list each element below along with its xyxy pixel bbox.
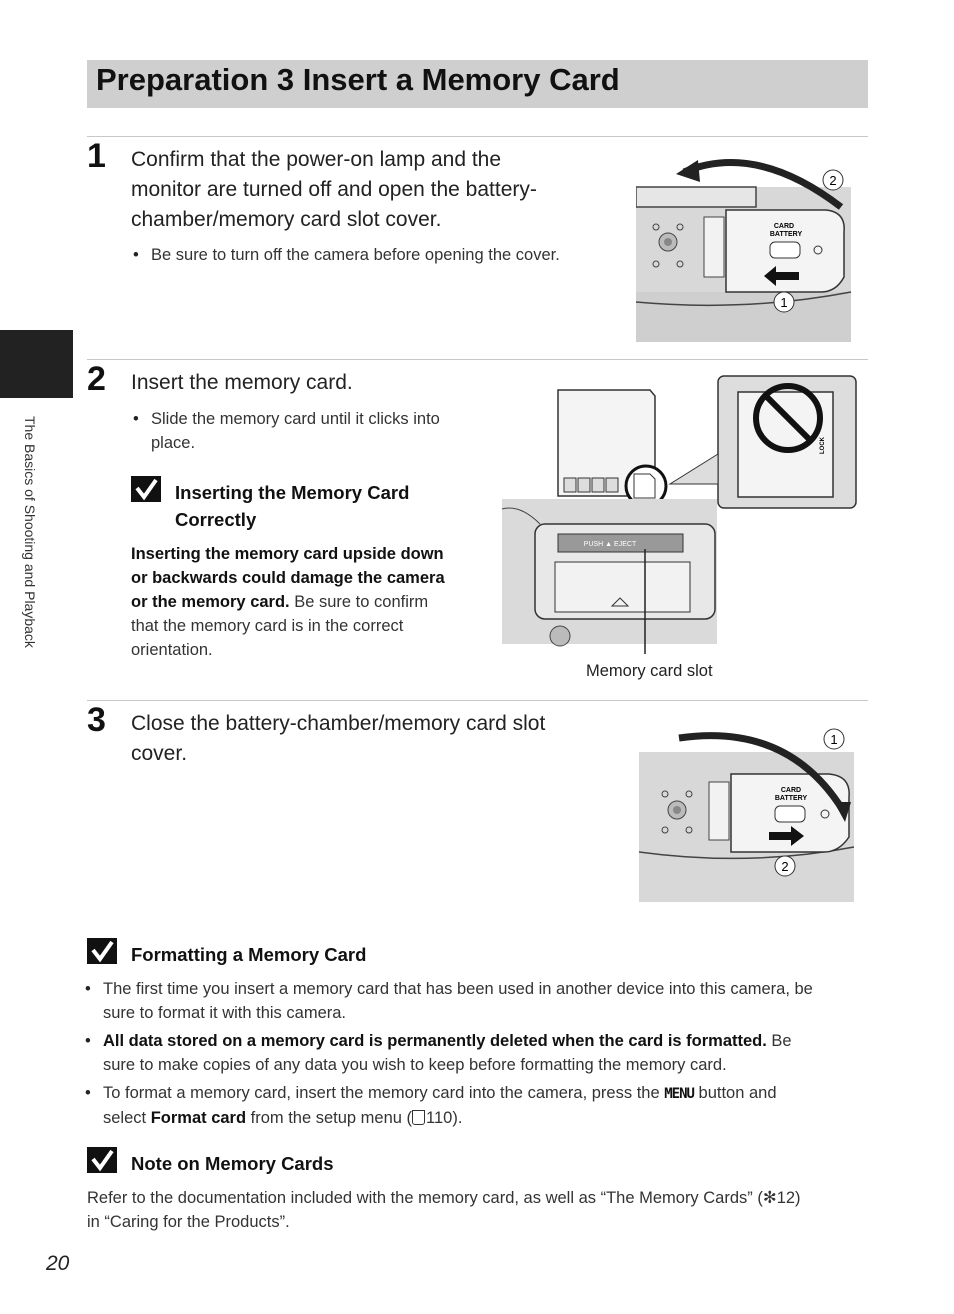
memory-card-slot-label: Memory card slot <box>586 662 713 680</box>
note-body-inserting: Inserting the memory card upside down or backwards could damage the camera or the memory card. Be sure to confirm that the memory card is in the correct orientation. <box>131 545 445 659</box>
card-label: CARD <box>773 223 795 230</box>
step-1-text: Confirm that the power-on lamp and the monitor are turned off and open the battery- chamber/memory card slot cover. <box>131 148 537 231</box>
camera-close-cover-figure <box>639 722 859 904</box>
page-title: Preparation 3 Insert a Memory Card <box>96 62 620 97</box>
chapter-label: The Basics of Shooting and Playback <box>22 416 38 648</box>
card-label: CARD <box>780 787 802 794</box>
note-title-formatting: Formatting a Memory Card <box>131 944 367 965</box>
battery-label: BATTERY <box>774 795 808 802</box>
lock-label: LOCK <box>820 437 826 454</box>
step-2-bullet: • Slide the memory card until it clicks into place. <box>151 407 501 455</box>
step-number-3: 3 <box>87 701 106 739</box>
battery-label: BATTERY <box>769 231 803 238</box>
reference-icon: ✻ <box>762 1189 777 1207</box>
insert-card-figure <box>500 374 860 654</box>
caution-icon <box>87 938 117 964</box>
push-eject-label: PUSH ▲ EJECT <box>583 541 637 548</box>
format-bullet-1: • The first time you insert a memory card that has been used in another device into this camera, be sure to format it with this camera. <box>103 977 873 1025</box>
caution-icon <box>131 476 161 502</box>
book-ref-icon <box>412 1110 425 1125</box>
chapter-tab <box>0 330 73 398</box>
divider <box>87 136 868 137</box>
format-bullet-2: • All data stored on a memory card is permanently deleted when the card is formatted. Be sure to make copies of any data you wish to keep before formatting the memory card. <box>103 1029 873 1077</box>
format-bullet-3: • To format a memory card, insert the memory card into the camera, press the MENU button and select Format card from the setup menu ( 110). <box>103 1081 873 1130</box>
step-1-bullet: • Be sure to turn off the camera before opening the cover. <box>151 243 631 267</box>
step-3-text: Close the battery-chamber/memory card slot cover. <box>131 712 546 765</box>
page-number: 20 <box>46 1252 70 1275</box>
step-number-1: 1 <box>87 137 106 175</box>
callout-1: 1 <box>830 732 838 747</box>
camera-open-cover-figure <box>636 152 856 342</box>
divider <box>87 359 868 360</box>
callout-1: 1 <box>780 295 788 310</box>
callout-2: 2 <box>829 173 837 188</box>
note-body-memory-cards: Refer to the documentation included with the memory card, as well as “The Memory Cards” (✻12) in “Caring for the Products”. <box>87 1189 801 1231</box>
note-title-inserting: Inserting the Memory Card Correctly <box>175 482 410 530</box>
divider <box>87 700 868 701</box>
caution-icon <box>87 1147 117 1173</box>
note-title-memory-cards: Note on Memory Cards <box>131 1153 334 1174</box>
callout-2: 2 <box>781 859 789 874</box>
menu-button-glyph: MENU <box>664 1086 694 1102</box>
step-number-2: 2 <box>87 360 106 398</box>
step-2-text: Insert the memory card. <box>131 371 353 394</box>
